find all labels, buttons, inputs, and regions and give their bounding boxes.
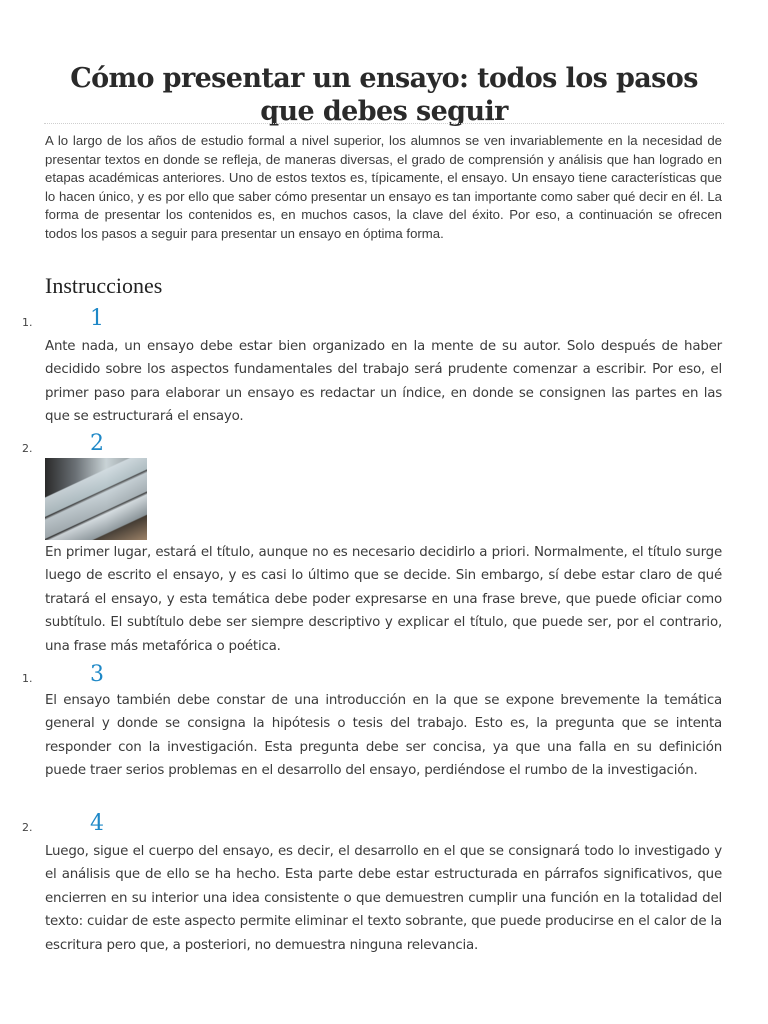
section-heading: Instrucciones [45,273,163,298]
step-text: El ensayo también debe constar de una introducción en la que se expone brevemente la temática general y donde se consigna la hipótesis o tesis del trabajo. Esto es, la pregunta que se intenta responder con la investigación. Esta pregunta debe ser concisa, ya que una falla en su definición puede traer serios problemas en el desarrollo del ensayo, perdiéndose el rumbo de la investigación. [45,693,722,779]
step-number: 2 [90,431,104,456]
list-marker: 1. [22,316,33,329]
step-text: Luego, sigue el cuerpo del ensayo, es decir, el desarrollo en el que se consignará todo lo investigado y el análisis que de ello se ha hecho. Esta parte debe estar estructurada en párrafos significativos, que encierren en su interior una idea consistente o que demuestren cumplir una función en la totalidad del texto: cuidar de este aspecto permite eliminar el texto sobrante, que puede producirse en el calor de la escritura pero que, a posteriori, no demuestra ninguna relevancia. [45,844,722,953]
step-number: 3 [90,662,104,687]
step-text: En primer lugar, estará el título, aunque no es necesario decidirlo a priori. Normalmente, el título surge luego de escrito el ensayo, y es casi lo último que se decide. Sin embargo, sí debe estar claro de qué tratará el ensayo, y esta temática debe poder expresarse en una frase breve, que puede oficiar como subtítulo. El subtítulo debe ser siempre descriptivo y explicar el título, que puede ser, por el contrario, una frase más metafórica o poética. [45,545,722,654]
step-text: Ante nada, un ensayo debe estar bien organizado en la mente de su autor. Solo después de haber decidido sobre los aspectos fundamentales del trabajo será prudente comenzar a escribir. Por eso, el primer paso para elaborar un ensayo es redactar un índice, en donde se consignen las partes en las que se estructurará el ensayo. [45,339,722,425]
list-marker: 1. [22,672,33,685]
title-divider [44,123,724,124]
list-marker: 2. [22,442,33,455]
article-title: Cómo presentar un ensayo: todos los pasos que debes seguir [70,63,698,128]
step-number: 4 [90,811,104,836]
list-marker: 2. [22,821,33,834]
books-image [45,458,147,540]
intro-paragraph: A lo largo de los años de estudio formal a nivel superior, los alumnos se ven invariablemente en la necesidad de presentar textos en donde se refleja, de maneras diversas, el grado de comprensión y análisis que han logrado en etapas académicas anteriores. Uno de estos textos es, típicamente, el ensayo. Un ensayo tiene características que lo hacen único, y es por ello que saber cómo presentar un ensayo es tan importante como saber qué decir en él. La forma de presentar los contenidos es, en muchos casos, la clave del éxito. Por eso, a continuación se ofrecen todos los pasos a seguir para presentar un ensayo en óptima forma. [45,133,722,241]
step-number: 1 [90,306,104,331]
